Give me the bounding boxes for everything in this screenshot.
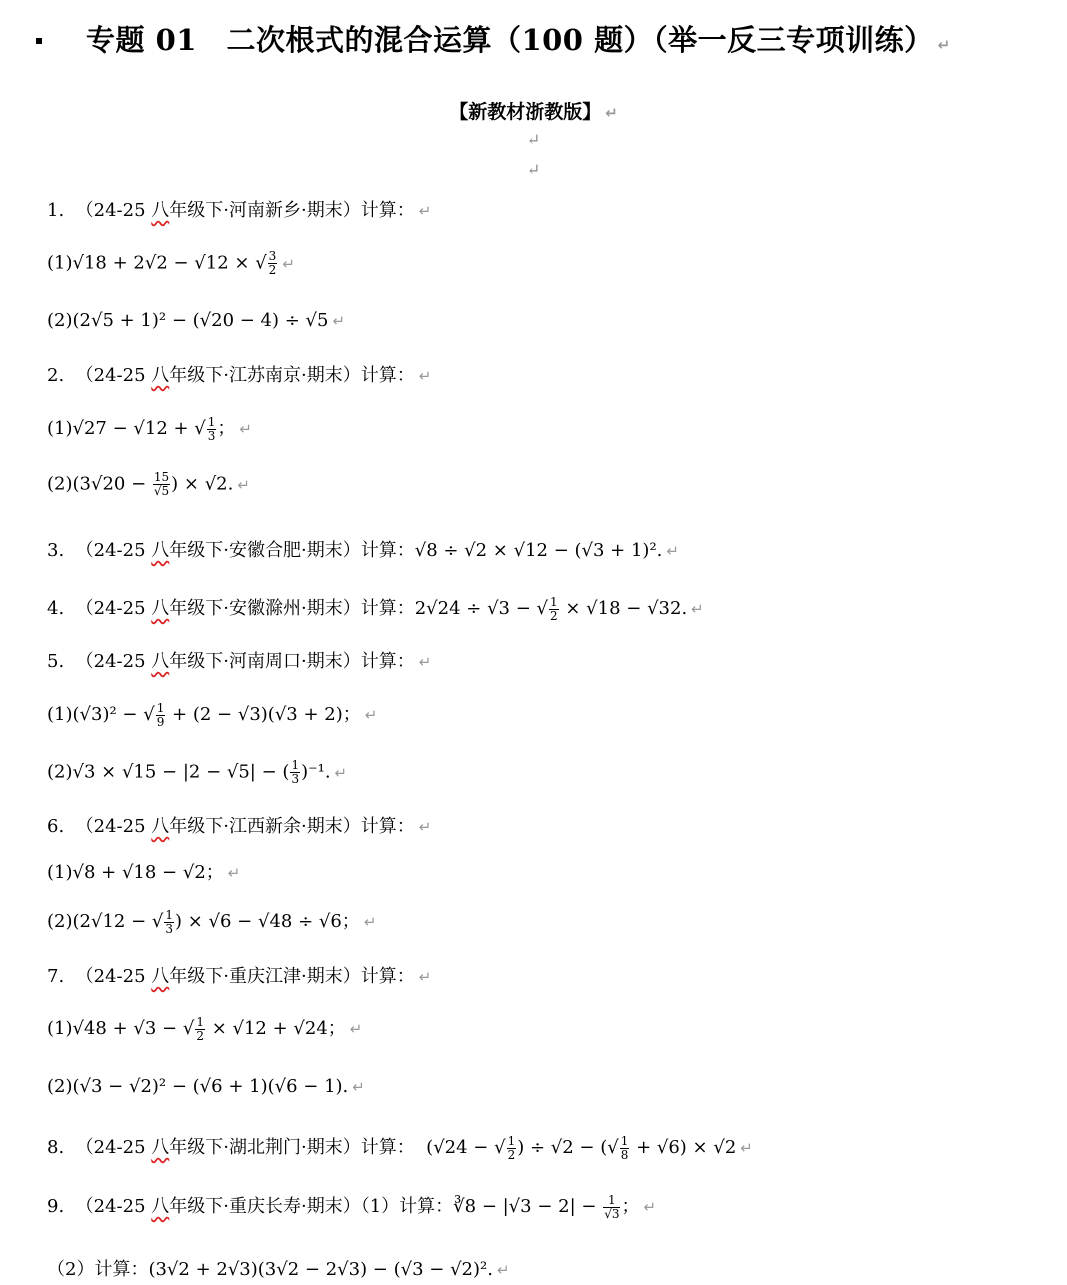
question-2-header: 2. （24-25 八年级下·江苏南京·期末）计算： ↵: [47, 365, 432, 386]
question-1-part-2: (2)(2√5 + 1)² − (√20 − 4) ÷ √5 ↵: [47, 310, 346, 331]
question-4: 4. （24-25 八年级下·安徽滁州·期末）计算：2√24 ÷ √3 − √ $\frac{1}{2}$ × √18 − √32. ↵: [47, 594, 704, 623]
question-3: 3. （24-25 八年级下·安徽合肥·期末）计算：√8 ÷ √2 × √12 − (√3 + 1)². ↵: [47, 540, 679, 561]
question-1-header: 1. （24-25 八年级下·河南新乡·期末）计算： ↵: [47, 200, 432, 221]
question-9-header: 9. （24-25 八年级下·重庆长寿·期末）（1）计算：∛8 − |√3 − 2| − $\frac{1}{√3}$ ； ↵: [47, 1192, 657, 1221]
question-5-header: 5. （24-25 八年级下·河南周口·期末）计算： ↵: [47, 651, 432, 672]
question-7-header: 7. （24-25 八年级下·重庆江津·期末）计算： ↵: [47, 966, 432, 987]
document-title: 专题 01 二次根式的混合运算（100 题）（举一反三专项训练） ↵: [86, 23, 951, 57]
edition-subtitle: 【新教材浙教版】 ↵: [449, 101, 618, 123]
question-6-header: 6. （24-25 八年级下·江西新余·期末）计算： ↵: [47, 816, 432, 837]
paragraph-mark: ↵: [526, 160, 541, 179]
question-7-part-2: (2)(√3 − √2)² − (√6 + 1)(√6 − 1). ↵: [47, 1076, 365, 1097]
question-7-part-1: (1)√48 + √3 − √ $\frac{1}{2}$ × √12 + √24； ↵: [47, 1014, 363, 1043]
question-8: 8. （24-25 八年级下·湖北荆门·期末）计算： (√24 − √ $\frac{1}{2}$ ) ÷ √2 − (√ $\frac{1}{8}$ + √6) × √2 ↵: [47, 1133, 753, 1162]
question-2-part-2: (2)(3√20 − $\frac{15}{√5}$ ) × √2. ↵: [47, 470, 250, 498]
question-1-part-1: (1)√18 + 2√2 − √12 × √ $\frac{3}{2}$ ↵: [47, 249, 295, 277]
question-6-part-2: (2)(2√12 − √ $\frac{1}{3}$ ) × √6 − √48 ÷ √6； ↵: [47, 907, 377, 936]
paragraph-mark: ↵: [526, 130, 541, 149]
question-9-part-2: （2）计算：(3√2 + 2√3)(3√2 − 2√3) − (√3 − √2)². ↵: [47, 1259, 510, 1280]
question-2-part-1: (1)√27 − √12 + √ $\frac{1}{3}$ ； ↵: [47, 414, 252, 443]
question-5-part-1: (1)(√3)² − √ $\frac{1}{9}$ + (2 − √3)(√3 + 2)； ↵: [47, 700, 378, 729]
list-bullet: [36, 38, 42, 44]
question-5-part-2: (2)√3 × √15 − |2 − √5| − ( $\frac{1}{3}$ )⁻¹. ↵: [47, 758, 348, 786]
question-6-part-1: (1)√8 + √18 − √2； ↵: [47, 862, 241, 883]
